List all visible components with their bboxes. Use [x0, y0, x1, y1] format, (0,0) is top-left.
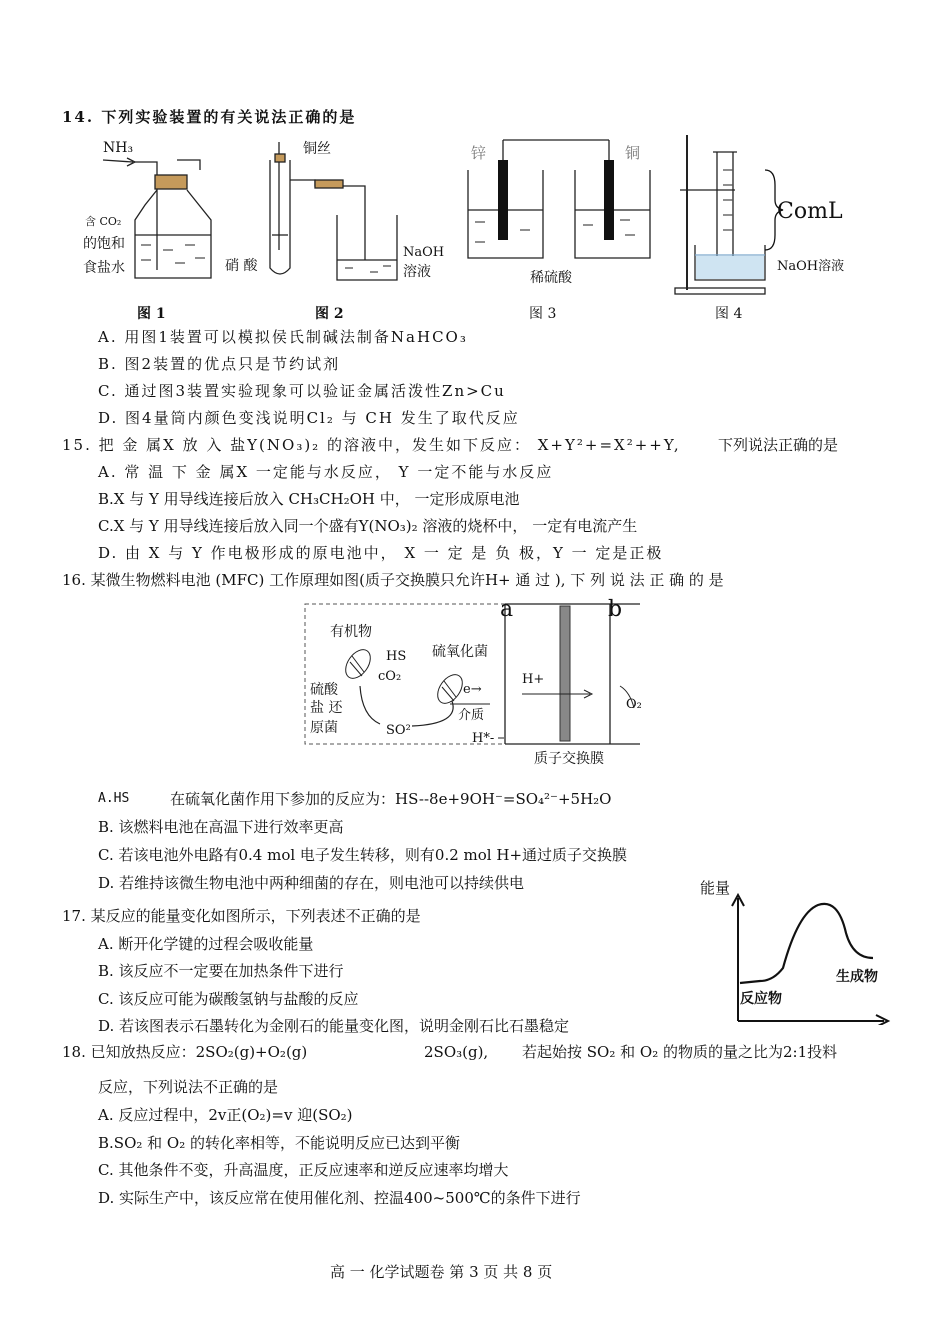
sulfate-label-3: 原菌	[310, 720, 338, 736]
hs-label: HS	[386, 649, 407, 664]
o2-label: O₂	[626, 697, 642, 712]
q16-opt-c: C. 若该电池外电路有0.4 mol 电子发生转移，则有0.2 mol H+通过质子交换膜	[98, 846, 628, 864]
fig4-caption: 图 4	[715, 306, 743, 322]
page-footer: 高 一 化学试题卷 第 3 页 共 8 页	[330, 1263, 553, 1281]
q18-stem-product: 2SO₃(g),	[424, 1043, 489, 1061]
q17-energy-graph	[698, 873, 898, 1025]
fig3-copper-label: 铜	[625, 144, 641, 162]
q15-stem-tail: 下列说法正确的是	[718, 436, 839, 454]
fig3-cells	[468, 140, 650, 258]
q17-opt-b: B. 该反应不一定要在加热条件下进行	[98, 962, 344, 980]
q16-opt-d: D. 若维持该微生物电池中两种细菌的存在，则电池可以持续供电	[98, 874, 525, 892]
q15-opt-b: B.X 与 Y 用导线连接后放入 CH₃CH₂OH 中， 一定形成原电池	[98, 490, 520, 508]
fig2-acid-label: 硝 酸	[225, 258, 258, 274]
so2-label: SO²	[386, 723, 411, 738]
sulfur-bacteria-label: 硫氧化菌	[432, 644, 488, 660]
fig4-volume-label: ComL	[777, 199, 843, 224]
q17-opt-d: D. 若该图表示石墨转化为金刚石的能量变化图，说明金刚石比石墨稳定	[98, 1017, 570, 1035]
fig2-apparatus	[270, 142, 397, 280]
fig2-sol-label-2: 溶液	[403, 264, 431, 280]
q18-stem-ratio: 若起始按 SO₂ 和 O₂ 的物质的量之比为2:1投料	[522, 1043, 838, 1061]
q14-opt-d: D. 图4量筒内颜色变浅说明Cl₂ 与 CH 发生了取代反应	[98, 409, 520, 427]
electrode-b-label: b	[608, 597, 623, 622]
fig1-label-2: 的饱和	[83, 236, 125, 252]
medium-label: 介质	[458, 708, 485, 723]
fig3-acid-label: 稀硫酸	[530, 270, 572, 286]
q18-stem: 18. 已知放热反应：2SO₂(g)+O₂(g)	[62, 1043, 308, 1061]
q16-opt-b: B. 该燃料电池在高温下进行效率更高	[98, 818, 344, 836]
q14-opt-c: C. 通过图3装置实验现象可以验证金属活泼性Zn>Cu	[98, 382, 506, 400]
fig1-caption: 图 1	[137, 306, 166, 322]
electrode-a-label: a	[500, 597, 514, 622]
energy-axis-label: 能量	[700, 879, 731, 897]
electron-label: e→	[463, 682, 482, 697]
membrane-label: 质子交换膜	[534, 751, 604, 767]
q17-stem: 17. 某反应的能量变化如图所示，下列表述不正确的是	[62, 907, 421, 925]
fig2-sol-label-1: NaOH	[403, 245, 445, 260]
hplus-label: H+	[522, 672, 545, 687]
q14-opt-a: A. 用图1装置可以模拟侯氏制碱法制备NaHCO₃	[98, 328, 468, 346]
product-label: 生成物	[836, 969, 878, 985]
q18-opt-c: C. 其他条件不变，升高温度，正反应速率和逆反应速率均增大	[98, 1161, 509, 1179]
proton-exchange-membrane	[560, 606, 570, 741]
fig1-nh3-label: NH₃	[103, 140, 134, 156]
fig4-sol-label: NaOH溶液	[777, 259, 845, 274]
q16-mfc-diagram	[300, 596, 645, 771]
sulfate-label-2: 盐 还	[310, 700, 343, 716]
fig1-label-1: 含 CO₂	[85, 215, 122, 228]
fig3-zinc-label: 锌	[471, 144, 487, 162]
sulfate-label-1: 硫酸	[310, 682, 338, 698]
q15-opt-d: D. 由 X 与 Y 作电极形成的原电池中， X 一 定 是 负 极，Y 一 定是正极	[98, 544, 664, 562]
q16-stem: 16. 某微生物燃料电池 (MFC) 工作原理如图(质子交换膜只允许H+ 通 过 ), 下 列 说 法 正 确 的 是	[62, 571, 724, 589]
organic-label: 有机物	[330, 624, 372, 640]
fig1-label-3: 食盐水	[83, 260, 125, 276]
q15-opt-c: C.X 与 Y 用导线连接后放入同一个盛有Y(NO₃)₂ 溶液的烧杯中， 一定有电流产生	[98, 517, 638, 535]
q16-opt-a: 在硫氧化菌作用下参加的反应为：HS--8e+9OH⁻=SO₄²⁻+5H₂O	[170, 790, 612, 808]
fig3-copper-electrode	[604, 160, 614, 240]
fig4-solution	[696, 256, 764, 279]
q17-opt-a: A. 断开化学键的过程会吸收能量	[98, 935, 314, 953]
co2-label: cO₂	[378, 669, 402, 684]
q16-opt-a-prefix: A.HS	[98, 791, 130, 806]
fig2-wire-label: 铜丝	[303, 141, 331, 157]
q15-opt-a: A. 常 温 下 金 属X 一定能与水反应， Y 一定不能与水反应	[98, 463, 554, 481]
reactant-label: 反应物	[740, 991, 782, 1007]
q18-opt-a: A. 反应过程中，2v正(O₂)=v 迎(SO₂)	[98, 1106, 353, 1124]
hstar-label: H*-	[472, 731, 495, 746]
fig3-zinc-electrode	[498, 160, 508, 240]
fig1-wash-bottle	[103, 140, 211, 278]
fig2-caption: 图 2	[315, 306, 344, 322]
q15-stem: 15. 把 金 属X 放 入 盐Y(NO₃)₂ 的溶液中，发生如下反应： X+Y²+=X²++Y,	[62, 436, 681, 454]
q18-opt-b: B.SO₂ 和 O₂ 的转化率相等，不能说明反应已达到平衡	[98, 1134, 460, 1152]
fig3-caption: 图 3	[529, 306, 557, 322]
q18-stem-cont: 反应，下列说法不正确的是	[98, 1078, 279, 1096]
q14-stem: 14. 下列实验装置的有关说法正确的是	[62, 108, 357, 126]
q18-opt-d: D. 实际生产中，该反应常在使用催化剂、控温400~500℃的条件下进行	[98, 1189, 581, 1207]
q14-figures	[75, 130, 875, 325]
q14-opt-b: B. 图2装置的优点只是节约试剂	[98, 355, 341, 373]
q17-opt-c: C. 该反应可能为碳酸氢钠与盐酸的反应	[98, 990, 359, 1008]
